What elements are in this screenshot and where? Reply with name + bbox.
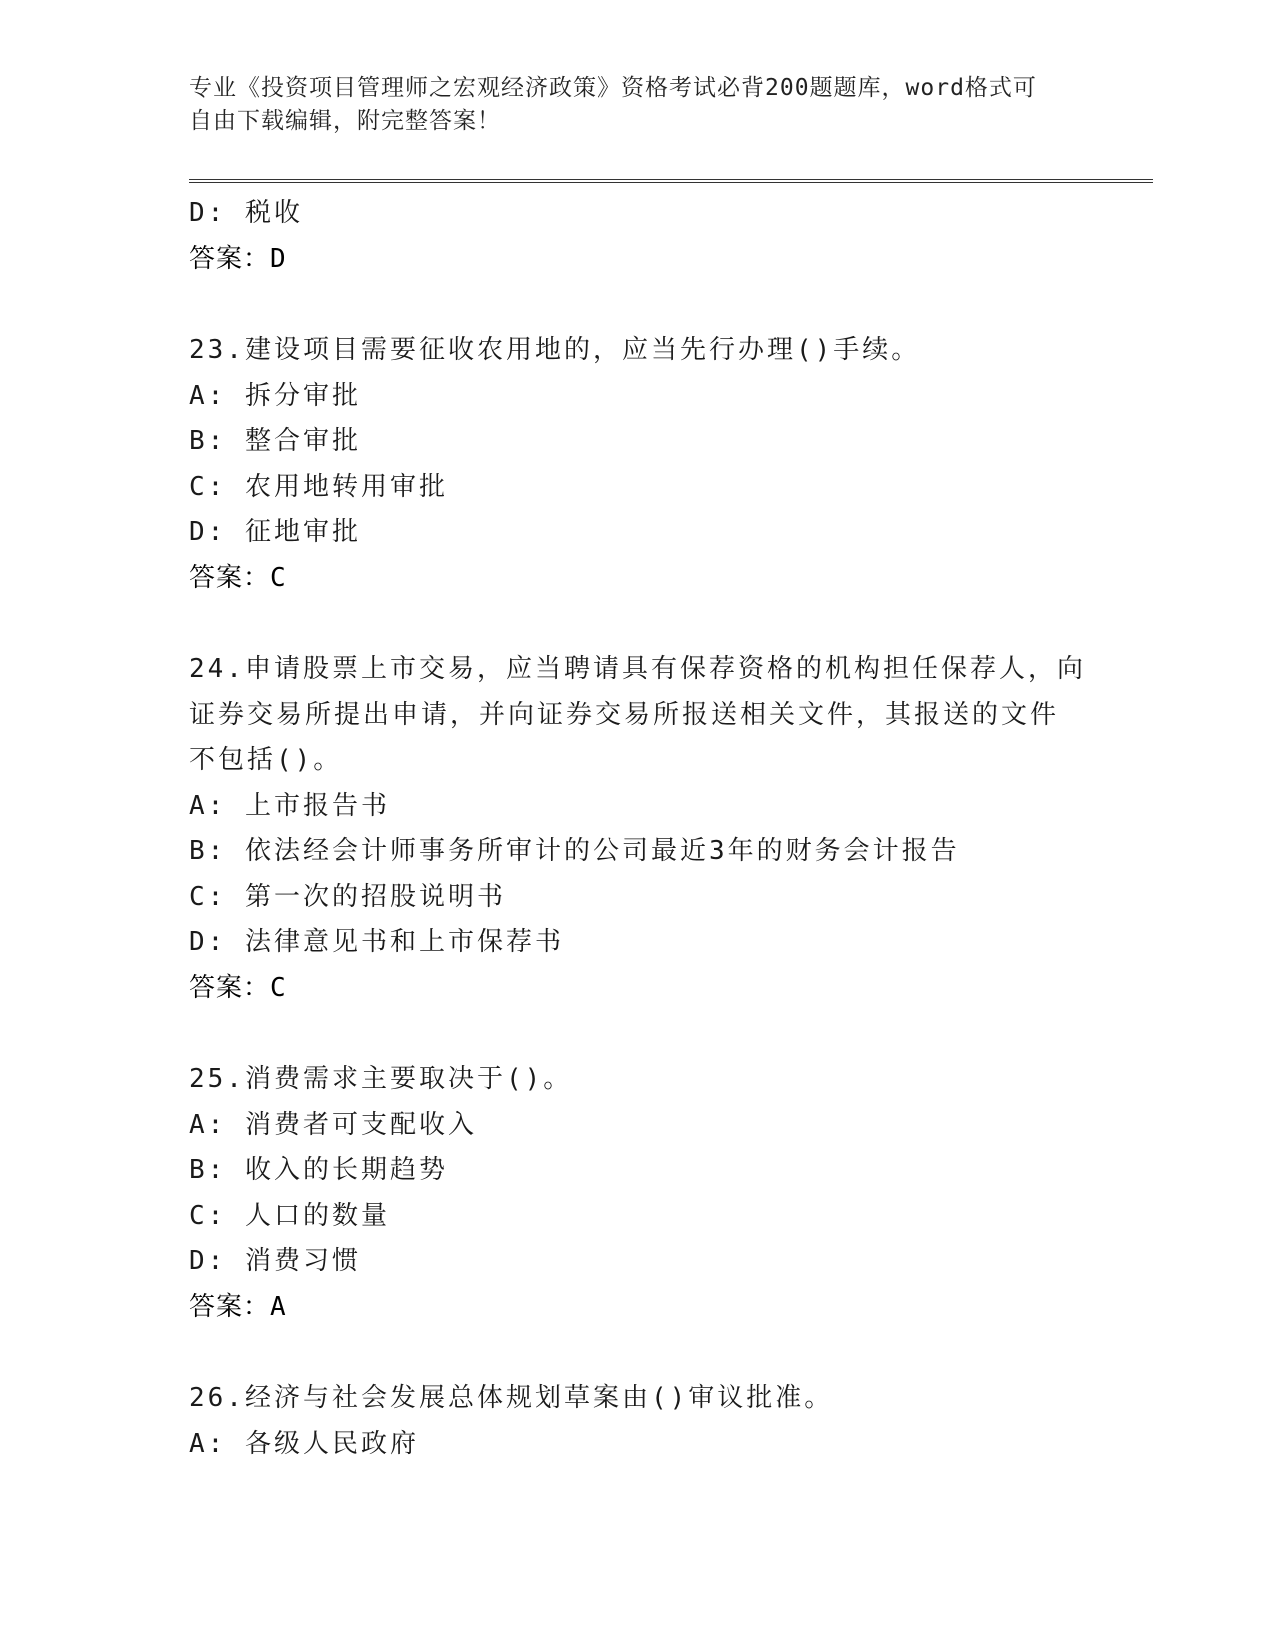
answer-label: 答案： — [189, 243, 271, 274]
question-stem-line-2: 证券交易所提出申请，并向证券交易所报送相关文件，其报送的文件 — [189, 699, 1060, 730]
question-stem-line-3: 不包括()。 — [189, 745, 343, 775]
question-24 — [189, 647, 1089, 1011]
document-header — [189, 72, 1089, 138]
question-stem: 25.消费需求主要取决于()。 — [189, 1064, 573, 1094]
option-b: B: 收入的长期趋势 — [189, 1155, 448, 1185]
answer-value: D — [270, 243, 287, 274]
document-body — [189, 191, 1089, 1467]
question-stem-line-1: 24.申请股票上市交易，应当聘请具有保荐资格的机构担任保荐人，向 — [189, 654, 1086, 684]
option-b: B: 依法经会计师事务所审计的公司最近3年的财务会计报告 — [189, 836, 960, 866]
option-d: D: 法律意见书和上市保荐书 — [189, 927, 564, 957]
option-a: A: 上市报告书 — [189, 790, 390, 821]
answer-label: 答案： — [189, 562, 271, 593]
answer-value: A — [270, 1291, 287, 1322]
question-26 — [189, 1376, 1089, 1467]
question-stem: 23.建设项目需要征收农用地的，应当先行办理()手续。 — [189, 335, 921, 365]
question-23 — [189, 328, 1089, 601]
question-stem: 26.经济与社会发展总体规划草案由()审议批准。 — [189, 1383, 834, 1413]
option-d: D: 税收 — [189, 198, 303, 228]
option-a: A: 拆分审批 — [189, 380, 361, 411]
option-c: C: 农用地转用审批 — [189, 471, 448, 502]
option-d: D: 征地审批 — [189, 517, 361, 547]
answer-label: 答案： — [189, 972, 271, 1003]
header-line-2: 自由下载编辑，附完整答案！ — [189, 108, 501, 134]
option-d: D: 消费习惯 — [189, 1246, 361, 1276]
answer-line — [189, 966, 1089, 1012]
option-a: A: 消费者可支配收入 — [189, 1109, 477, 1140]
question-25 — [189, 1057, 1089, 1330]
answer-value: C — [270, 972, 287, 1003]
answer-line — [189, 237, 1089, 283]
option-c: C: 第一次的招股说明书 — [189, 881, 506, 912]
answer-label: 答案： — [189, 1291, 271, 1322]
question-fragment — [189, 191, 1089, 282]
option-a: A: 各级人民政府 — [189, 1428, 419, 1459]
option-b: B: 整合审批 — [189, 426, 361, 456]
answer-line — [189, 556, 1089, 602]
answer-value: C — [270, 562, 287, 593]
header-divider — [189, 179, 1153, 183]
answer-line — [189, 1285, 1089, 1331]
option-c: C: 人口的数量 — [189, 1200, 390, 1231]
header-line-1: 专业《投资项目管理师之宏观经济政策》资格考试必背200题题库，word格式可 — [189, 75, 1037, 101]
